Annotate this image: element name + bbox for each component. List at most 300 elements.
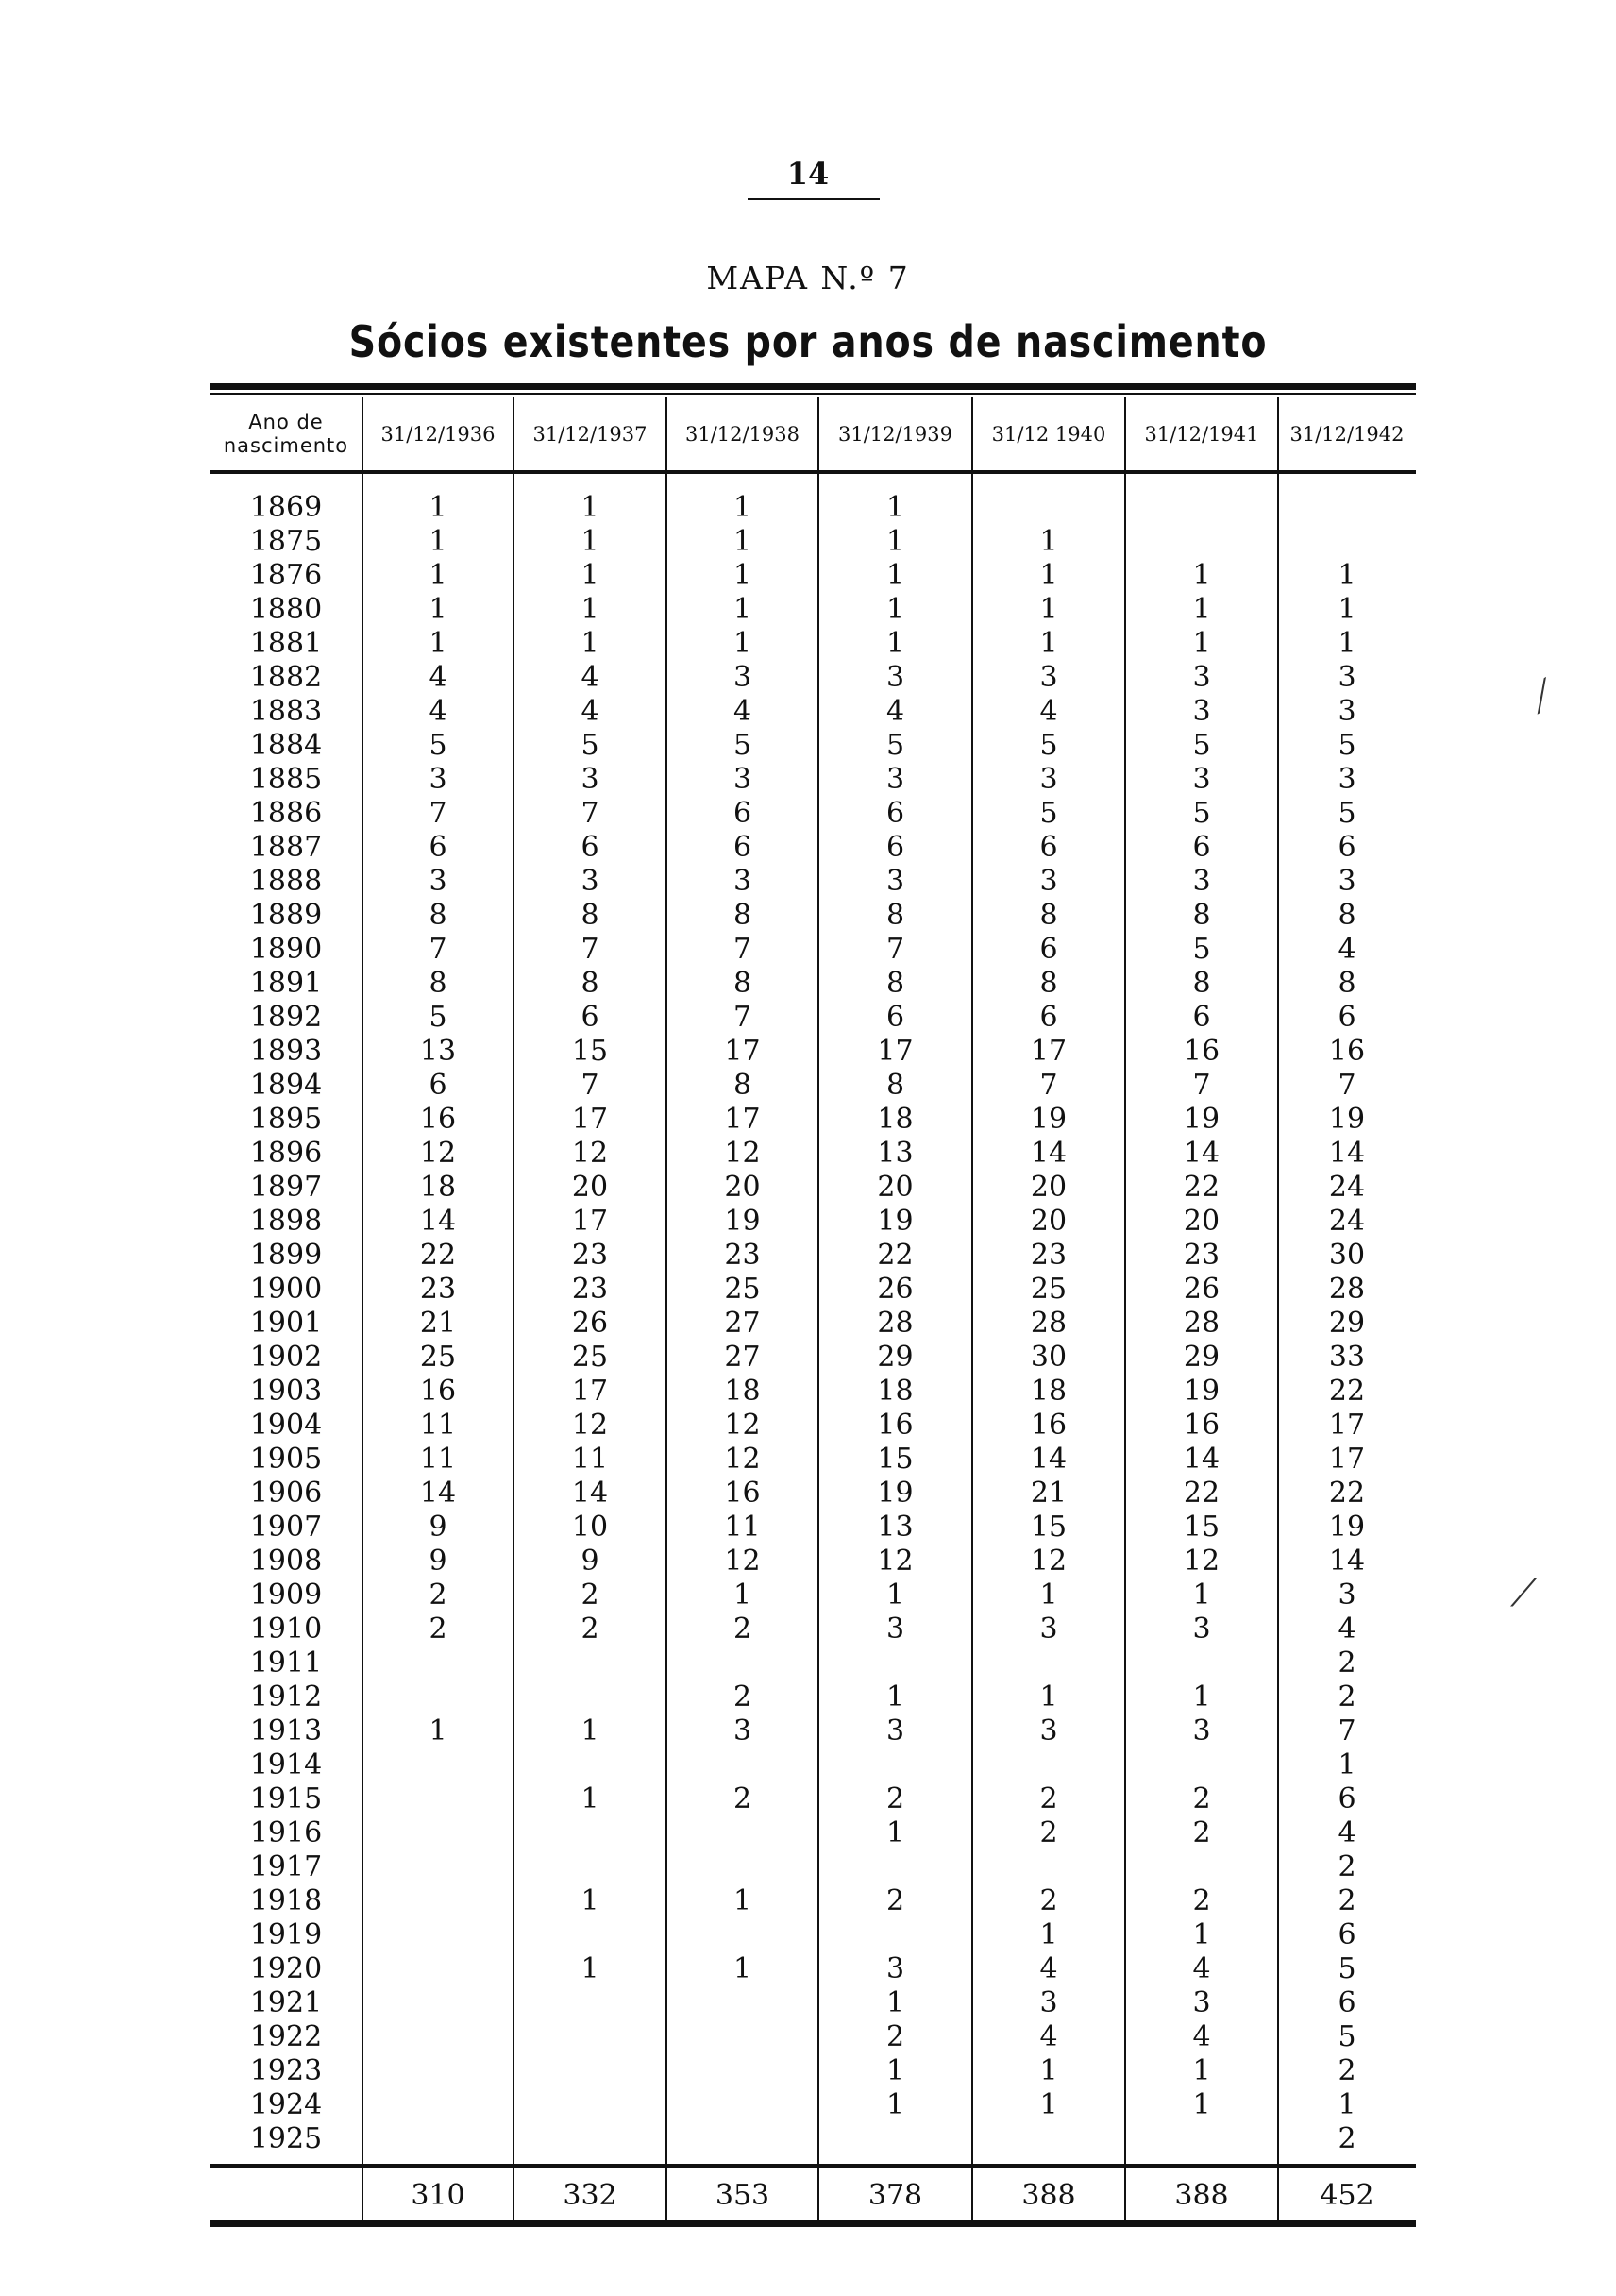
- value-cell: [666, 1748, 818, 1782]
- header-rule: [210, 470, 1416, 474]
- value-cell: 3: [885, 763, 905, 796]
- value-cell: 19: [1030, 1103, 1068, 1136]
- value-cell: 8: [885, 1069, 905, 1102]
- value-cell: 6: [885, 797, 905, 830]
- total-cell: 388: [1021, 2179, 1076, 2212]
- table-row: [210, 967, 1416, 1001]
- value-cell: [1125, 525, 1278, 559]
- header-date-column: 31/12/1937: [532, 422, 648, 446]
- value-cell: [1125, 1646, 1278, 1680]
- value-cell: 7: [885, 933, 905, 966]
- value-cell: 18: [1030, 1375, 1068, 1408]
- value-cell: 9: [581, 1545, 599, 1578]
- value-cell: 8: [429, 899, 447, 932]
- value-cell: 16: [1183, 1409, 1220, 1442]
- value-cell: 3: [732, 661, 752, 694]
- value-cell: 25: [1030, 1273, 1068, 1306]
- value-cell: 6: [885, 831, 905, 864]
- value-cell: 1: [732, 627, 752, 660]
- value-cell: 7: [732, 933, 752, 966]
- value-cell: 14: [1030, 1137, 1068, 1170]
- value-cell: [818, 1748, 972, 1782]
- year-cell: 1896: [249, 1137, 323, 1170]
- table-row: [210, 2054, 1416, 2088]
- value-cell: [1278, 525, 1416, 559]
- value-cell: 1: [885, 2054, 905, 2087]
- year-cell: 1919: [249, 1918, 323, 1951]
- value-cell: 19: [1328, 1511, 1366, 1544]
- value-cell: [666, 1986, 818, 2020]
- value-cell: 2: [1338, 2122, 1356, 2155]
- value-cell: 7: [1338, 1714, 1356, 1747]
- value-cell: 7: [732, 1001, 752, 1034]
- value-cell: 29: [1183, 1341, 1220, 1374]
- value-cell: 33: [1328, 1341, 1366, 1374]
- total-cell: 388: [1174, 2179, 1229, 2212]
- value-cell: [666, 1918, 818, 1952]
- value-cell: 8: [1192, 967, 1211, 1000]
- value-cell: 17: [571, 1375, 609, 1408]
- table-header-row: [210, 397, 1416, 472]
- value-cell: [513, 2020, 666, 2054]
- header-date-column: 31/12/1936: [380, 422, 496, 446]
- table-row: [210, 1103, 1416, 1137]
- table-row: [210, 695, 1416, 729]
- value-cell: 6: [1039, 831, 1058, 864]
- value-cell: 12: [419, 1137, 457, 1170]
- value-cell: [362, 1850, 513, 1884]
- year-cell: 1925: [249, 2122, 323, 2155]
- year-cell: 1891: [249, 967, 323, 1000]
- value-cell: 5: [429, 1001, 447, 1034]
- value-cell: 3: [429, 763, 447, 796]
- table-row: [210, 525, 1416, 559]
- year-cell: 1885: [249, 763, 323, 796]
- value-cell: 7: [429, 797, 447, 830]
- value-cell: 1: [1039, 593, 1058, 626]
- value-cell: 3: [1192, 763, 1211, 796]
- value-cell: 2: [429, 1578, 447, 1612]
- value-cell: 2: [581, 1578, 599, 1612]
- value-cell: 4: [1039, 2020, 1058, 2053]
- value-cell: 1: [1192, 1680, 1211, 1714]
- value-cell: 4: [1338, 933, 1356, 966]
- table-row: [210, 1884, 1416, 1918]
- value-cell: 6: [429, 831, 447, 864]
- value-cell: 3: [732, 763, 752, 796]
- value-cell: 20: [724, 1171, 761, 1204]
- value-cell: 2: [1039, 1816, 1058, 1849]
- value-cell: 1: [1192, 1578, 1211, 1612]
- map-label: MAPA N.º 7: [706, 260, 910, 296]
- value-cell: 2: [1039, 1782, 1058, 1815]
- value-cell: 14: [419, 1477, 457, 1510]
- year-cell: 1922: [249, 2020, 323, 2053]
- value-cell: 1: [581, 559, 599, 592]
- table-row: [210, 559, 1416, 593]
- header-date-column: 31/12/1938: [684, 422, 800, 446]
- value-cell: 3: [732, 865, 752, 898]
- year-cell: 1905: [249, 1443, 323, 1476]
- value-cell: 26: [571, 1307, 609, 1340]
- table-row: [210, 1409, 1416, 1443]
- header-year-column: Ano de nascimento: [223, 411, 349, 457]
- value-cell: 10: [571, 1511, 609, 1544]
- value-cell: 2: [1039, 1884, 1058, 1917]
- value-cell: 30: [1030, 1341, 1068, 1374]
- table-row: [210, 661, 1416, 695]
- value-cell: [513, 2054, 666, 2088]
- value-cell: [513, 1986, 666, 2020]
- value-cell: 6: [1192, 831, 1211, 864]
- value-cell: 1: [885, 1680, 905, 1714]
- value-cell: 30: [1328, 1239, 1366, 1272]
- table-row: [210, 1748, 1416, 1782]
- value-cell: 16: [877, 1409, 914, 1442]
- value-cell: 12: [571, 1409, 609, 1442]
- table-row: [210, 1035, 1416, 1069]
- table-row: [210, 1307, 1416, 1341]
- value-cell: 8: [885, 899, 905, 932]
- value-cell: 2: [732, 1680, 752, 1714]
- value-cell: [362, 1918, 513, 1952]
- value-cell: [972, 1850, 1125, 1884]
- value-cell: 17: [724, 1035, 761, 1068]
- table-row: [210, 1646, 1416, 1680]
- value-cell: 6: [581, 831, 599, 864]
- value-cell: 2: [885, 2020, 905, 2053]
- column-divider: [971, 397, 973, 2224]
- table-row: [210, 2088, 1416, 2122]
- value-cell: 3: [1338, 661, 1356, 694]
- value-cell: 4: [1039, 1952, 1058, 1985]
- value-cell: 22: [877, 1239, 914, 1272]
- value-cell: 1: [1192, 593, 1211, 626]
- value-cell: 1: [581, 491, 599, 524]
- page-title: Sócios existentes por anos de nascimento: [348, 316, 1268, 367]
- value-cell: 1: [885, 491, 905, 524]
- total-cell: 332: [563, 2179, 617, 2212]
- value-cell: 6: [581, 1001, 599, 1034]
- value-cell: 1: [429, 559, 447, 592]
- value-cell: 3: [1192, 865, 1211, 898]
- value-cell: [1125, 1850, 1278, 1884]
- value-cell: [818, 1646, 972, 1680]
- value-cell: 28: [1030, 1307, 1068, 1340]
- value-cell: 5: [1338, 729, 1356, 762]
- value-cell: 20: [1030, 1205, 1068, 1238]
- value-cell: 14: [1183, 1137, 1220, 1170]
- header-date-column: 31/12 1940: [991, 422, 1106, 446]
- value-cell: 6: [732, 831, 752, 864]
- value-cell: 1: [885, 2088, 905, 2121]
- value-cell: 1: [732, 491, 752, 524]
- value-cell: 5: [1192, 729, 1211, 762]
- table-row: [210, 1443, 1416, 1477]
- table-row: [210, 1850, 1416, 1884]
- value-cell: [818, 1850, 972, 1884]
- value-cell: 6: [1338, 1918, 1356, 1951]
- value-cell: 1: [1039, 559, 1058, 592]
- value-cell: 5: [429, 729, 447, 762]
- year-cell: 1906: [249, 1477, 323, 1510]
- year-cell: 1897: [249, 1171, 323, 1204]
- value-cell: [362, 1748, 513, 1782]
- year-cell: 1917: [249, 1850, 323, 1883]
- value-cell: 2: [732, 1612, 752, 1646]
- table-row: [210, 1477, 1416, 1511]
- year-cell: 1889: [249, 899, 323, 932]
- value-cell: 8: [1338, 899, 1356, 932]
- value-cell: [362, 1646, 513, 1680]
- bottom-thick-rule: [210, 2220, 1416, 2227]
- value-cell: 7: [1039, 1069, 1058, 1102]
- value-cell: 16: [1183, 1035, 1220, 1068]
- page-number-rule: [748, 198, 880, 200]
- value-cell: 3: [885, 1952, 905, 1985]
- value-cell: [666, 2020, 818, 2054]
- value-cell: 5: [885, 729, 905, 762]
- value-cell: 12: [724, 1409, 761, 1442]
- year-cell: 1904: [249, 1409, 323, 1442]
- value-cell: 1: [1338, 559, 1356, 592]
- total-cell: 378: [867, 2179, 923, 2212]
- value-cell: 14: [1328, 1137, 1366, 1170]
- value-cell: 8: [732, 967, 752, 1000]
- stray-mark: ⟋: [1520, 671, 1565, 722]
- value-cell: 5: [1039, 797, 1058, 830]
- value-cell: 22: [1328, 1477, 1366, 1510]
- year-cell: 1911: [249, 1646, 323, 1680]
- value-cell: 3: [1192, 1986, 1211, 2019]
- value-cell: 3: [1039, 1714, 1058, 1747]
- value-cell: 8: [732, 899, 752, 932]
- value-cell: 2: [1338, 2054, 1356, 2087]
- header-date-column: 31/12/1941: [1144, 422, 1259, 446]
- total-cell: 452: [1320, 2179, 1374, 2212]
- value-cell: 28: [1183, 1307, 1220, 1340]
- value-cell: 1: [885, 559, 905, 592]
- value-cell: 19: [1183, 1103, 1220, 1136]
- value-cell: 12: [1183, 1545, 1220, 1578]
- value-cell: 1: [732, 593, 752, 626]
- value-cell: [362, 2122, 513, 2156]
- table-row: [210, 627, 1416, 661]
- value-cell: 5: [581, 729, 599, 762]
- value-cell: [972, 1646, 1125, 1680]
- year-cell: 1923: [249, 2054, 323, 2087]
- value-cell: 1: [581, 593, 599, 626]
- year-cell: 1882: [249, 661, 323, 694]
- value-cell: 8: [581, 967, 599, 1000]
- value-cell: 3: [885, 661, 905, 694]
- value-cell: 8: [1039, 899, 1058, 932]
- value-cell: 1: [732, 1952, 752, 1985]
- value-cell: 3: [429, 865, 447, 898]
- value-cell: 1: [1039, 1918, 1058, 1951]
- table-row: [210, 1578, 1416, 1612]
- year-cell: 1913: [249, 1714, 323, 1747]
- value-cell: 15: [1030, 1511, 1068, 1544]
- year-cell: 1921: [249, 1986, 323, 2019]
- value-cell: 1: [1192, 559, 1211, 592]
- value-cell: [972, 1748, 1125, 1782]
- value-cell: 3: [1192, 1714, 1211, 1747]
- year-cell: 1914: [249, 1748, 323, 1781]
- value-cell: 8: [429, 967, 447, 1000]
- value-cell: 1: [581, 1782, 599, 1815]
- value-cell: 13: [877, 1511, 914, 1544]
- table-row: [210, 1239, 1416, 1273]
- total-cell: 310: [411, 2179, 465, 2212]
- value-cell: 3: [1338, 763, 1356, 796]
- value-cell: [666, 2088, 818, 2122]
- value-cell: [362, 1986, 513, 2020]
- value-cell: 20: [1030, 1171, 1068, 1204]
- value-cell: 21: [419, 1307, 457, 1340]
- value-cell: 5: [1192, 933, 1211, 966]
- table-row: [210, 1816, 1416, 1850]
- year-cell: 1890: [249, 933, 323, 966]
- column-divider: [1124, 397, 1126, 2224]
- value-cell: 1: [581, 1884, 599, 1917]
- table-row: [210, 593, 1416, 627]
- value-cell: 2: [1338, 1850, 1356, 1883]
- value-cell: [513, 1646, 666, 1680]
- value-cell: 24: [1328, 1171, 1366, 1204]
- value-cell: 3: [1039, 1986, 1058, 2019]
- value-cell: 7: [581, 933, 599, 966]
- value-cell: 19: [1183, 1375, 1220, 1408]
- value-cell: 5: [732, 729, 752, 762]
- value-cell: 1: [1192, 1918, 1211, 1951]
- year-cell: 1915: [249, 1782, 323, 1815]
- value-cell: [818, 1918, 972, 1952]
- value-cell: 29: [877, 1341, 914, 1374]
- value-cell: 6: [1039, 933, 1058, 966]
- value-cell: 3: [1192, 1612, 1211, 1646]
- value-cell: 11: [419, 1409, 457, 1442]
- value-cell: 12: [877, 1545, 914, 1578]
- value-cell: 25: [571, 1341, 609, 1374]
- value-cell: 14: [1183, 1443, 1220, 1476]
- value-cell: [972, 2122, 1125, 2156]
- value-cell: [1125, 491, 1278, 525]
- column-divider: [513, 397, 514, 2224]
- column-divider: [362, 397, 363, 2224]
- value-cell: [666, 1850, 818, 1884]
- year-cell: 1892: [249, 1001, 323, 1034]
- value-cell: [818, 2122, 972, 2156]
- value-cell: 2: [1338, 1646, 1356, 1680]
- value-cell: 1: [885, 1578, 905, 1612]
- value-cell: 28: [1328, 1273, 1366, 1306]
- table-row: [210, 831, 1416, 865]
- value-cell: 1: [581, 525, 599, 558]
- value-cell: 19: [877, 1477, 914, 1510]
- value-cell: [666, 2122, 818, 2156]
- value-cell: 1: [581, 1714, 599, 1747]
- value-cell: 9: [429, 1545, 447, 1578]
- value-cell: 4: [429, 695, 447, 728]
- value-cell: 1: [732, 1578, 752, 1612]
- year-cell: 1876: [249, 559, 323, 592]
- column-divider: [817, 397, 819, 2224]
- year-cell: 1910: [249, 1612, 323, 1646]
- value-cell: 19: [724, 1205, 761, 1238]
- value-cell: 4: [1338, 1612, 1356, 1646]
- value-cell: 2: [1338, 1884, 1356, 1917]
- value-cell: 3: [581, 865, 599, 898]
- table-row: [210, 1918, 1416, 1952]
- value-cell: 6: [1338, 1782, 1356, 1815]
- value-cell: 17: [1328, 1409, 1366, 1442]
- value-cell: 11: [419, 1443, 457, 1476]
- value-cell: 28: [877, 1307, 914, 1340]
- year-cell: 1918: [249, 1884, 323, 1917]
- table-row: [210, 2122, 1416, 2156]
- value-cell: 4: [732, 695, 752, 728]
- table-row: [210, 1782, 1416, 1816]
- value-cell: 7: [581, 1069, 599, 1102]
- value-cell: 4: [581, 661, 599, 694]
- value-cell: 3: [581, 763, 599, 796]
- value-cell: [362, 1680, 513, 1714]
- value-cell: 1: [885, 1986, 905, 2019]
- value-cell: 13: [419, 1035, 457, 1068]
- table-row: [210, 1511, 1416, 1545]
- value-cell: [362, 2020, 513, 2054]
- value-cell: 18: [877, 1103, 914, 1136]
- value-cell: 17: [571, 1205, 609, 1238]
- value-cell: 2: [1192, 1816, 1211, 1849]
- value-cell: [666, 1816, 818, 1850]
- value-cell: [513, 1816, 666, 1850]
- year-cell: 1888: [249, 865, 323, 898]
- year-cell: 1902: [249, 1341, 323, 1374]
- value-cell: 17: [1030, 1035, 1068, 1068]
- year-cell: 1909: [249, 1578, 323, 1612]
- year-cell: 1895: [249, 1103, 323, 1136]
- table-row: [210, 1001, 1416, 1035]
- value-cell: 23: [724, 1239, 761, 1272]
- value-cell: 15: [1183, 1511, 1220, 1544]
- value-cell: [972, 491, 1125, 525]
- value-cell: 2: [1338, 1680, 1356, 1714]
- value-cell: [362, 2054, 513, 2088]
- value-cell: 6: [1338, 1986, 1356, 2019]
- table-row: [210, 899, 1416, 933]
- value-cell: 16: [419, 1103, 457, 1136]
- table-row: [210, 1341, 1416, 1375]
- value-cell: [666, 2054, 818, 2088]
- table-row: [210, 1375, 1416, 1409]
- value-cell: 23: [571, 1239, 609, 1272]
- value-cell: 3: [885, 1612, 905, 1646]
- value-cell: 9: [429, 1511, 447, 1544]
- value-cell: 3: [1338, 865, 1356, 898]
- top-thick-rule: [210, 383, 1416, 390]
- table-row: [210, 2020, 1416, 2054]
- value-cell: 4: [429, 661, 447, 694]
- value-cell: 1: [581, 627, 599, 660]
- value-cell: 5: [1338, 2020, 1356, 2053]
- value-cell: 1: [885, 1816, 905, 1849]
- value-cell: 8: [1338, 967, 1356, 1000]
- value-cell: 1: [1338, 627, 1356, 660]
- value-cell: 7: [429, 933, 447, 966]
- value-cell: [362, 2088, 513, 2122]
